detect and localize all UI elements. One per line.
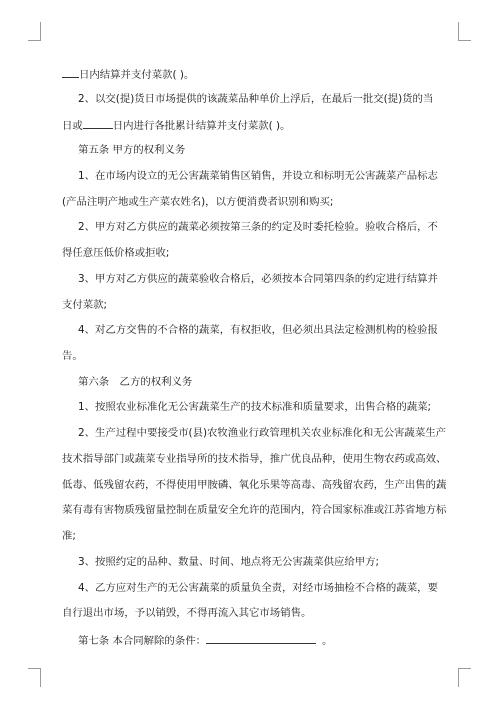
paragraph-line: 1、在市场内设立的无公害蔬菜销售区销售，并设立和标明无公害蔬菜产品标志 <box>78 170 438 182</box>
paragraph-line: 4、对乙方交售的不合格的蔬菜，有权拒收，但必须出具法定检测机构的检验报 <box>78 324 438 336</box>
paragraph-line: 4、乙方应对生产的无公害蔬菜的质量负全责，对经市场抽检不合格的蔬菜，要 <box>78 582 438 594</box>
paragraph-line: 准; <box>62 530 76 542</box>
paragraph-line: 1、按照农业标准化无公害蔬菜生产的技术标准和质量要求，出售合格的蔬菜; <box>78 401 431 413</box>
paragraph-line: 2、生产过程中要接受市(县)农牧渔业行政管理机关农业标准化和无公害蔬菜生产 <box>78 427 446 439</box>
section-heading: 第七条 本合同解除的条件： 。 <box>78 632 332 648</box>
fill-blank <box>62 66 79 78</box>
paragraph-line: 3、甲方对乙方供应的蔬菜验收合格后，必须按本合同第四条的约定进行结算并 <box>78 273 438 285</box>
paragraph-line: 日内结算并支付菜款( )。 <box>62 66 194 82</box>
crop-mark-top-left <box>28 22 41 41</box>
paragraph-line: 2、以交(提)货日市场提供的该蔬菜品种单价上浮后，在最后一批交(提)货的当 <box>78 93 434 105</box>
crop-mark-bottom-right <box>458 668 471 687</box>
paragraph-line: 日或 日内进行各批累计结算并支付菜款( )。 <box>62 117 290 133</box>
paragraph-line: 技术指导部门或蔬菜专业指导所的技术指导，推广优良品种，使用生物农药或高效、 <box>62 453 447 465</box>
paragraph-line: 菜有毒有害物质残留量控制在质量安全允许的范围内，符合国家标准或江苏省地方标 <box>62 504 447 516</box>
fill-blank <box>83 117 113 129</box>
paragraph-line: 3、按照约定的品种、数量、时间、地点将无公害蔬菜供应给甲方; <box>78 556 380 568</box>
section-heading: 第五条 甲方的权利义务 <box>78 144 186 156</box>
paragraph-line: 低毒、低残留农药，不得使用甲胺磷、氧化乐果等高毒、高残留农药，生产出售的蔬 <box>62 479 447 491</box>
paragraph-line: (产品注明产地或生产菜农姓名)，以方便消费者识别和购买; <box>62 196 334 208</box>
paragraph-line: 2、甲方对乙方供应的蔬菜必须按第三条的约定及时委托检验。验收合格后，不 <box>78 221 438 233</box>
crop-mark-bottom-left <box>28 668 41 687</box>
crop-mark-top-right <box>458 22 471 41</box>
fill-blank <box>206 632 316 644</box>
section-heading: 第六条 乙方的权利义务 <box>78 376 193 388</box>
paragraph-line: 告。 <box>62 350 83 362</box>
paragraph-line: 自行退出市场，予以销毁，不得再流入其它市场销售。 <box>62 607 312 619</box>
paragraph-line: 得任意压低价格或拒收; <box>62 247 170 259</box>
paragraph-line: 支付菜款; <box>62 299 108 311</box>
